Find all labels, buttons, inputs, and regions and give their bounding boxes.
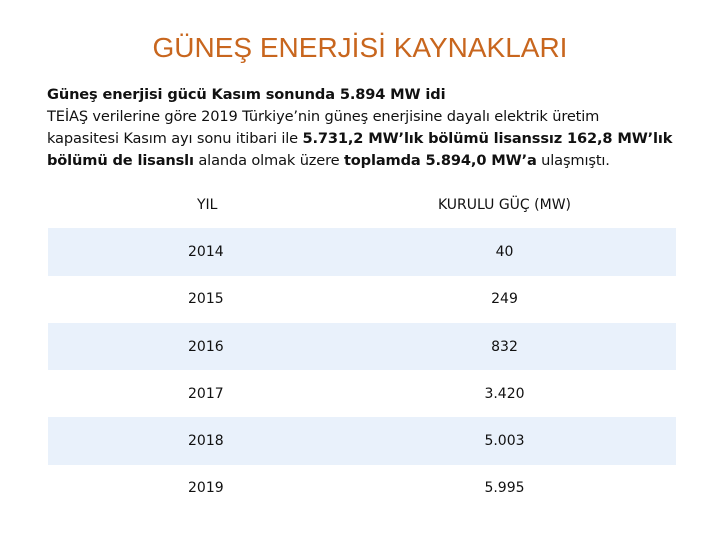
table-row: [48, 323, 676, 370]
header-capacity: KURULU GÜÇ (MW): [333, 181, 676, 228]
table-row: [48, 228, 676, 275]
intro-line-4-c: toplamda 5.894,0 MW’a: [343, 152, 537, 169]
table-row: [48, 370, 676, 417]
intro-line-4: [47, 150, 687, 172]
cell-year: 2014: [48, 228, 333, 275]
intro-line-4-a: bölümü de lisanslı: [47, 152, 194, 169]
cell-capacity: 832: [333, 323, 676, 370]
cell-year: 2019: [48, 465, 333, 512]
table-header-row: [48, 181, 676, 228]
intro-line-3-b: 5.731,2 MW’lık bölümü lisanssız 162,8 MW’lık: [302, 130, 673, 147]
cell-capacity: 249: [333, 276, 676, 323]
cell-capacity: 5.995: [333, 465, 676, 512]
intro-line-4-d: ulaşmıştı.: [536, 152, 610, 169]
page-title: GÜNEŞ ENERJİSİ KAYNAKLARI: [152, 32, 568, 63]
cell-year: 2016: [48, 323, 333, 370]
intro-line-1: Güneş enerjisi gücü Kasım sonunda 5.894 MW idi: [47, 86, 446, 103]
cell-year: 2017: [48, 370, 333, 417]
table-row: [48, 276, 676, 323]
capacity-table: [48, 181, 676, 512]
header-year: YIL: [48, 181, 333, 228]
intro-line-2: TEİAŞ verilerine göre 2019 Türkiye’nin güneş enerjisine dayalı elektrik üretim: [47, 108, 600, 125]
cell-capacity: 3.420: [333, 370, 676, 417]
cell-year: 2018: [48, 417, 333, 464]
table-row: [48, 417, 676, 464]
intro-line-3-a: kapasitesi Kasım ayı sonu itibari ile: [47, 130, 303, 147]
intro-line-4-b: alanda olmak üzere: [193, 152, 344, 169]
cell-capacity: 40: [333, 228, 676, 275]
intro-text: [47, 84, 687, 172]
cell-capacity: 5.003: [333, 417, 676, 464]
intro-line-3: [47, 128, 687, 150]
cell-year: 2015: [48, 276, 333, 323]
table-row: [48, 465, 676, 512]
